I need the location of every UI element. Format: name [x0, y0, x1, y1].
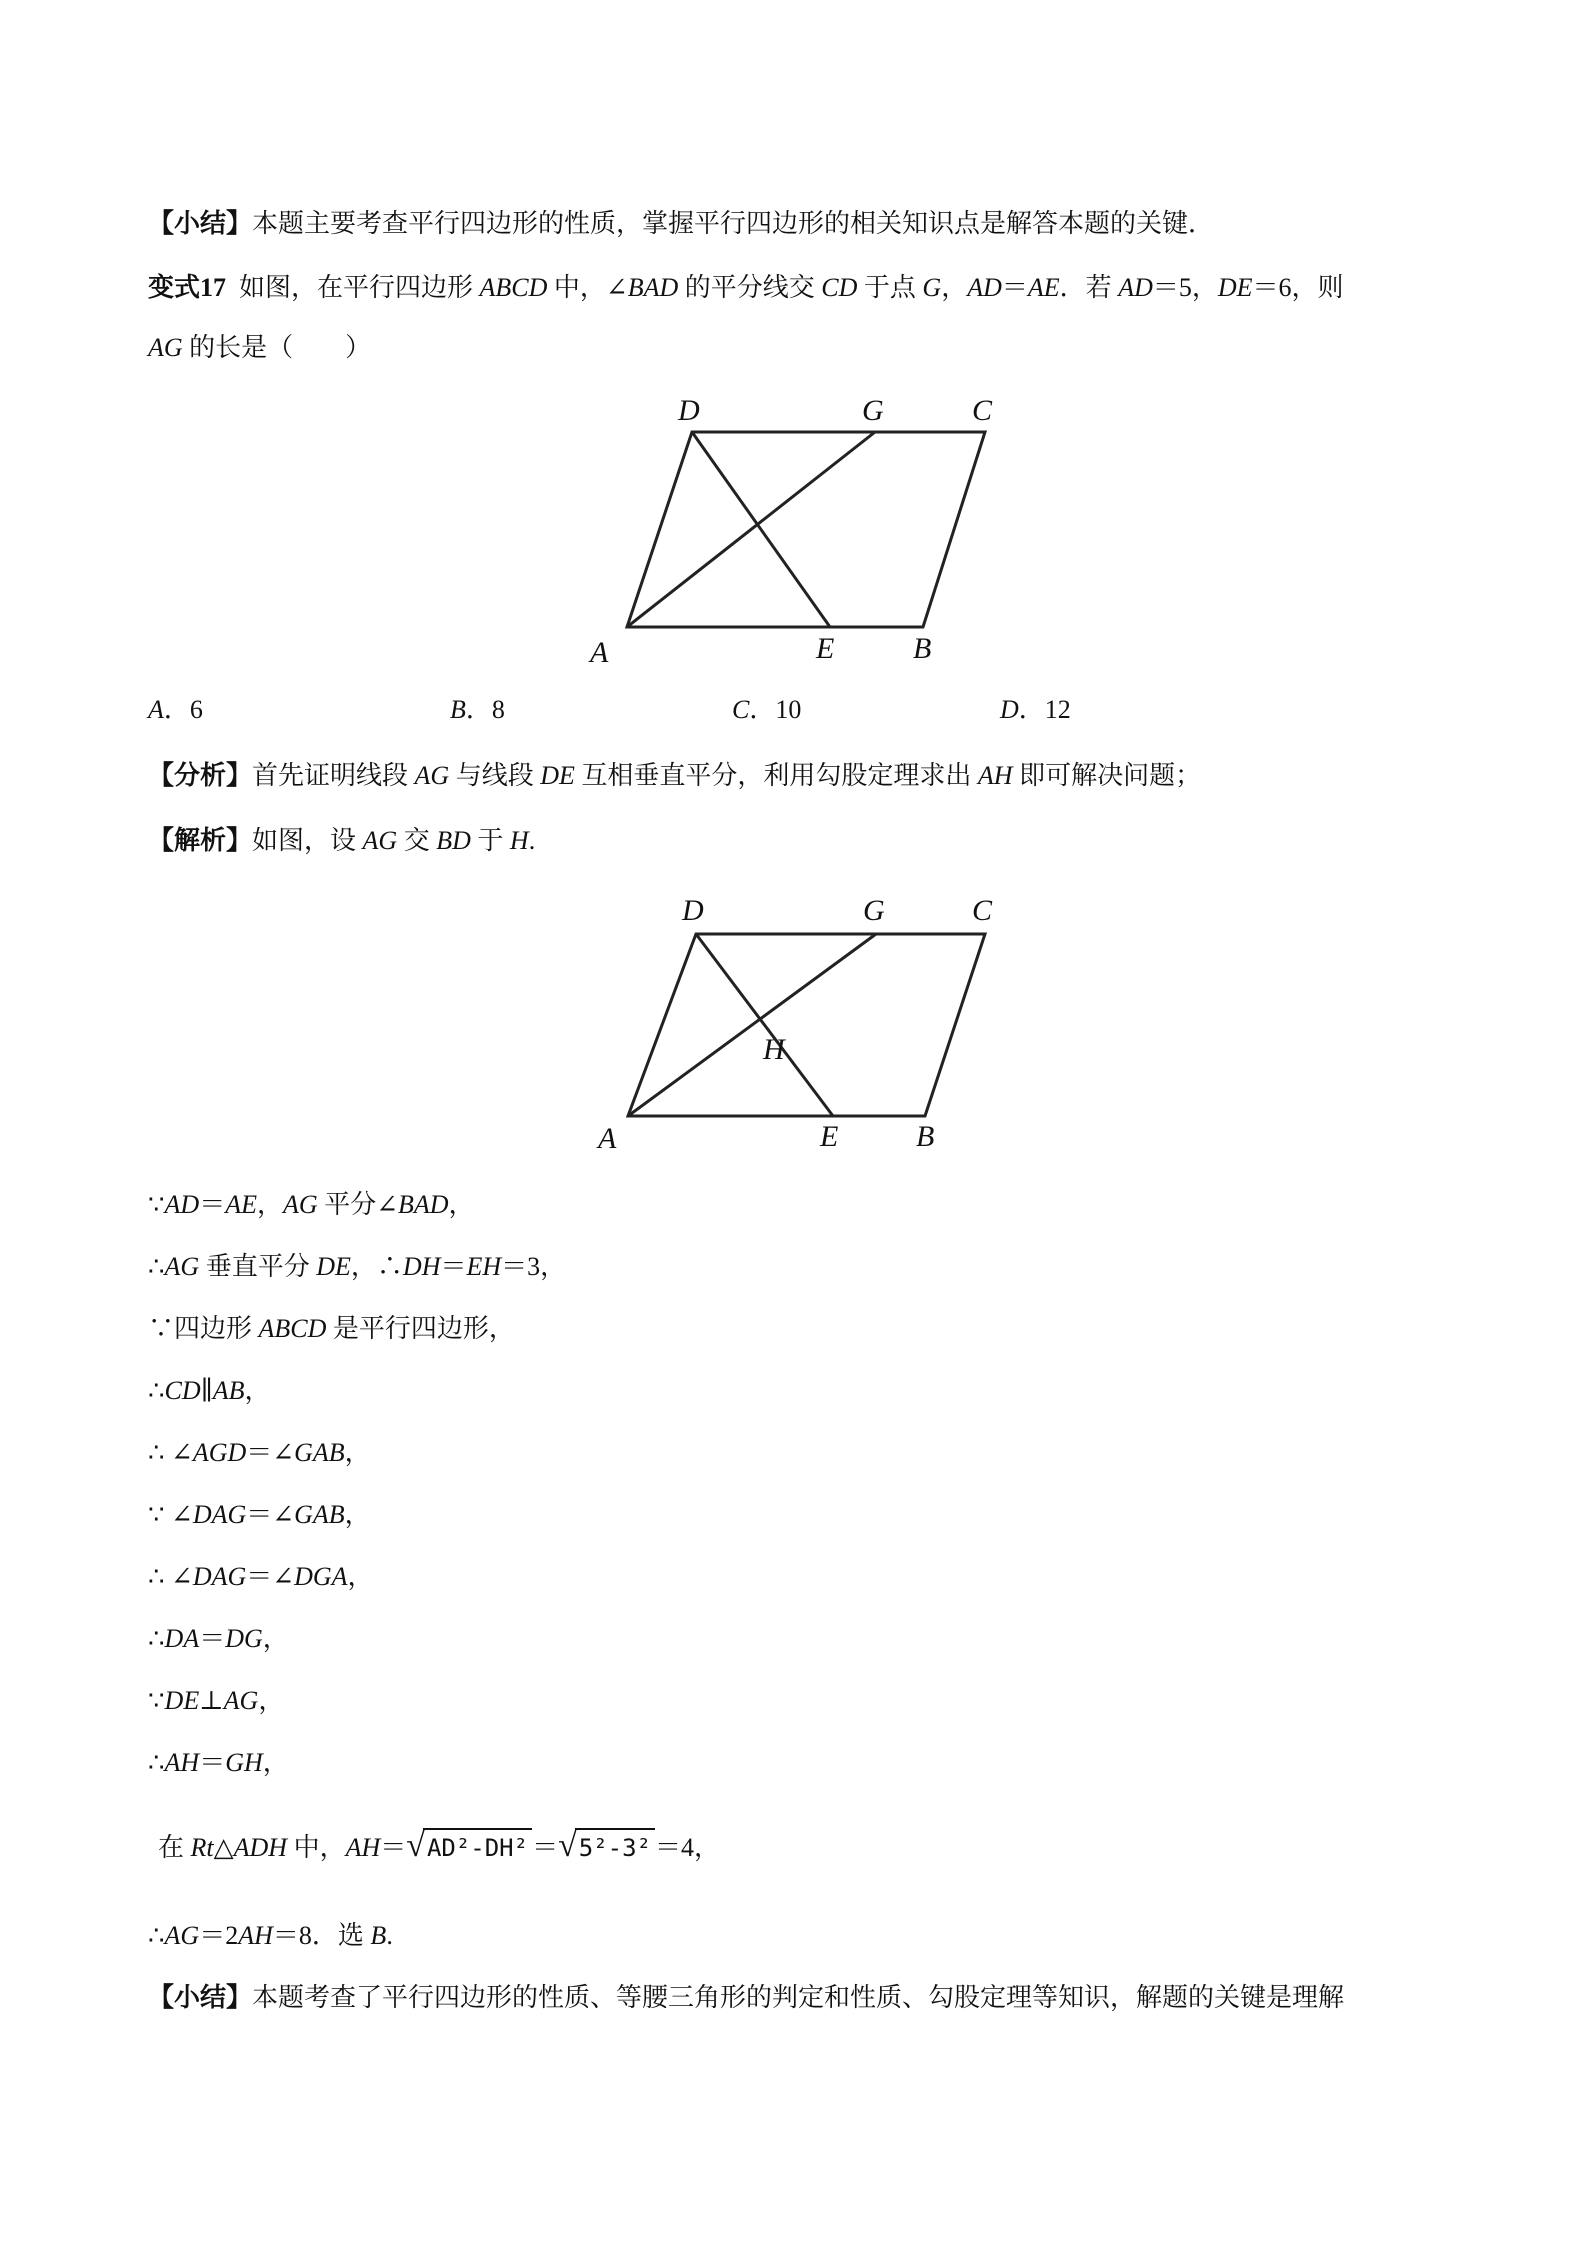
label-b: B — [916, 1120, 935, 1153]
problem-line-2 — [148, 330, 371, 366]
analysis-paragraph — [148, 758, 1201, 794]
step-var: GH — [225, 1748, 263, 1777]
step-var: AG — [283, 1190, 318, 1219]
rt-text: 在 — [158, 1833, 191, 1862]
step-text: ∴ — [148, 1624, 165, 1653]
problem-var: ABCD — [479, 273, 548, 302]
rt-text: 中， — [287, 1833, 346, 1862]
step-text: ＝ — [199, 1748, 226, 1777]
segment-de — [692, 432, 830, 627]
figure-2-svg — [580, 880, 1020, 1160]
step-text: ∴ — [148, 1748, 165, 1777]
step-text: ⊥ — [199, 1686, 224, 1715]
step-text: ＝ — [199, 1624, 226, 1653]
summary-paragraph-2 — [148, 1980, 1344, 2016]
step-line — [148, 1187, 475, 1223]
solution-tag: 【解析】 — [148, 826, 253, 855]
summary-tag: 【小结】 — [148, 1983, 253, 2012]
sqrt-radicand-2: 5²-3² — [575, 1828, 655, 1866]
sqrt-radicand-1: AD²-DH² — [423, 1828, 532, 1866]
label-a: A — [598, 1122, 617, 1155]
solution-text: 于 — [470, 826, 510, 855]
problem-var: AG — [148, 333, 183, 362]
step-text: ， — [344, 1438, 371, 1467]
step-text: ，∴ — [350, 1252, 403, 1281]
final-text: ∴ — [148, 1921, 165, 1950]
step-text: ＝3， — [501, 1252, 567, 1281]
label-d: D — [682, 894, 704, 927]
step-text: ， — [262, 1624, 289, 1653]
solution-text: 交 — [397, 826, 437, 855]
analysis-var: DE — [540, 761, 575, 790]
rt-text: △ — [213, 1833, 234, 1862]
option-letter: B — [450, 695, 466, 724]
problem-text: ， — [941, 273, 968, 302]
problem-text: ．若 — [1059, 273, 1119, 302]
analysis-tag: 【分析】 — [148, 761, 253, 790]
sqrt-icon: √ — [558, 1827, 577, 1864]
solution-text: 如图，设 — [252, 826, 363, 855]
problem-line-1 — [148, 270, 1344, 306]
step-var: AG — [223, 1686, 259, 1715]
problem-text: 的平分线交 — [678, 273, 822, 302]
label-c: C — [972, 394, 993, 427]
summary-tag: 【小结】 — [148, 209, 253, 238]
problem-text: ＝5， — [1152, 273, 1218, 302]
option-a[interactable] — [148, 692, 203, 728]
segment-ag — [628, 934, 876, 1116]
pythagoras-line — [158, 1828, 720, 1866]
option-letter: A — [148, 695, 164, 724]
step-text: 是平行四边形， — [326, 1314, 515, 1343]
parallelogram-figure-1 — [580, 380, 1020, 670]
analysis-var: AG — [414, 761, 450, 790]
option-text: ．8 — [465, 695, 505, 724]
rt-text: ＝ — [380, 1833, 407, 1862]
segment-de — [696, 934, 833, 1116]
analysis-text: 即可解决问题； — [1012, 761, 1202, 790]
solution-intro — [148, 823, 535, 859]
option-letter: C — [732, 695, 750, 724]
problem-label: 变式17 — [148, 273, 227, 302]
step-line — [148, 1745, 289, 1781]
step-line — [148, 1497, 371, 1533]
option-d[interactable] — [1000, 692, 1071, 728]
segment-ag — [627, 432, 875, 627]
step-text: ∵ — [148, 1190, 165, 1219]
option-text: ．12 — [1018, 695, 1071, 724]
step-var: AG — [164, 1252, 200, 1281]
step-text: ， — [344, 1500, 371, 1529]
problem-text: 的长是（ ） — [182, 333, 372, 362]
step-line — [148, 1249, 566, 1285]
step-text: ， — [448, 1190, 475, 1219]
step-line — [148, 1559, 374, 1595]
problem-var: G — [922, 273, 942, 302]
parallelogram-figure-2 — [580, 880, 1020, 1160]
sqrt-icon: √ — [406, 1827, 425, 1864]
step-var: GAB — [294, 1500, 345, 1529]
step-var: CD — [164, 1376, 201, 1405]
rt-text: ＝ — [532, 1833, 559, 1862]
final-var: AH — [238, 1921, 273, 1950]
step-text: ， — [262, 1748, 289, 1777]
solution-var: H — [509, 826, 529, 855]
step-text: ∴ — [148, 1376, 165, 1405]
label-e: E — [820, 1120, 839, 1153]
figure-1-svg — [580, 380, 1020, 670]
final-text: ＝8．选 — [272, 1921, 371, 1950]
option-letter: D — [1000, 695, 1019, 724]
label-d: D — [678, 394, 700, 427]
analysis-text: 与线段 — [449, 761, 541, 790]
step-line — [148, 1373, 270, 1409]
problem-text: ＝ — [1001, 273, 1028, 302]
final-text: . — [386, 1921, 393, 1950]
rt-var: AH — [345, 1833, 381, 1862]
label-e: E — [816, 632, 835, 665]
analysis-text: 首先证明线段 — [252, 761, 415, 790]
rt-var: Rt — [190, 1833, 214, 1862]
problem-text: 中，∠ — [547, 273, 628, 302]
solution-var: BD — [436, 826, 471, 855]
step-var: AGD — [192, 1438, 247, 1467]
step-var: DE — [164, 1686, 200, 1715]
step-text: ， — [257, 1190, 284, 1219]
step-text: ＝∠ — [246, 1562, 295, 1591]
problem-var: DE — [1217, 273, 1253, 302]
option-b[interactable] — [450, 692, 505, 728]
parallelogram-abcd — [628, 934, 985, 1116]
step-var: DAG — [192, 1562, 247, 1591]
step-text: 平分∠ — [317, 1190, 398, 1219]
step-text: ∴ ∠ — [148, 1562, 193, 1591]
problem-var: AE — [1027, 273, 1060, 302]
step-line — [148, 1311, 515, 1347]
rt-var: ADH — [233, 1833, 288, 1862]
step-var: EH — [466, 1252, 502, 1281]
final-text: ＝2 — [199, 1921, 239, 1950]
problem-text: ＝6，则 — [1252, 273, 1344, 302]
step-text: ＝∠ — [246, 1500, 295, 1529]
option-text: ．6 — [163, 695, 203, 724]
step-var: ABCD — [258, 1314, 327, 1343]
solution-text: . — [528, 826, 536, 855]
step-line — [148, 1683, 284, 1719]
summary-text: 本题主要考查平行四边形的性质，掌握平行四边形的相关知识点是解答本题的关键． — [252, 209, 1215, 238]
step-text: ＝ — [199, 1190, 226, 1219]
problem-var: CD — [821, 273, 858, 302]
step-var: DGA — [294, 1562, 348, 1591]
step-var: DA — [164, 1624, 200, 1653]
step-text: ， — [347, 1562, 374, 1591]
label-a: A — [590, 636, 609, 669]
problem-text: 于点 — [857, 273, 923, 302]
label-h: H — [763, 1033, 785, 1066]
step-var: DE — [316, 1252, 351, 1281]
step-var: AD — [164, 1190, 200, 1219]
step-var: DH — [402, 1252, 441, 1281]
step-text: ＝ — [440, 1252, 467, 1281]
step-text: ， — [258, 1686, 285, 1715]
parallelogram-abcd — [627, 432, 985, 627]
solution-var: AG — [362, 826, 398, 855]
analysis-var: AH — [977, 761, 1013, 790]
step-var: AB — [212, 1376, 245, 1405]
step-text: ∴ ∠ — [148, 1438, 193, 1467]
label-c: C — [972, 894, 993, 927]
step-line — [148, 1435, 371, 1471]
step-text: ∵ ∠ — [148, 1500, 193, 1529]
step-text: ∵四边形 — [148, 1314, 259, 1343]
option-c[interactable] — [732, 692, 801, 728]
problem-var: AD — [967, 273, 1002, 302]
step-var: DAG — [192, 1500, 247, 1529]
step-var: GAB — [294, 1438, 345, 1467]
step-line — [148, 1621, 289, 1657]
problem-var: AD — [1118, 273, 1153, 302]
problem-var: BAD — [627, 273, 679, 302]
final-var: B — [370, 1921, 387, 1950]
label-g: G — [863, 894, 885, 927]
summary-paragraph-1 — [148, 206, 1214, 242]
option-text: ．10 — [749, 695, 802, 724]
step-var: AH — [164, 1748, 200, 1777]
step-text: ∴ — [148, 1252, 165, 1281]
step-text: ∥ — [200, 1376, 213, 1405]
summary-text: 本题考查了平行四边形的性质、等腰三角形的判定和性质、勾股定理等知识，解题的关键是理解 — [252, 1983, 1345, 2012]
rt-text: ＝4， — [655, 1833, 721, 1862]
step-text: ∵ — [148, 1686, 165, 1715]
step-var: AE — [225, 1190, 257, 1219]
step-var: DG — [225, 1624, 263, 1653]
analysis-text: 互相垂直平分，利用勾股定理求出 — [574, 761, 978, 790]
step-text: ， — [244, 1376, 271, 1405]
label-b: B — [913, 632, 932, 665]
label-g: G — [862, 394, 884, 427]
final-var: AG — [164, 1921, 200, 1950]
final-answer-line — [148, 1918, 393, 1954]
problem-text: 如图，在平行四边形 — [239, 273, 480, 302]
step-text: ＝∠ — [246, 1438, 295, 1467]
step-var: BAD — [397, 1190, 449, 1219]
step-text: 垂直平分 — [199, 1252, 317, 1281]
